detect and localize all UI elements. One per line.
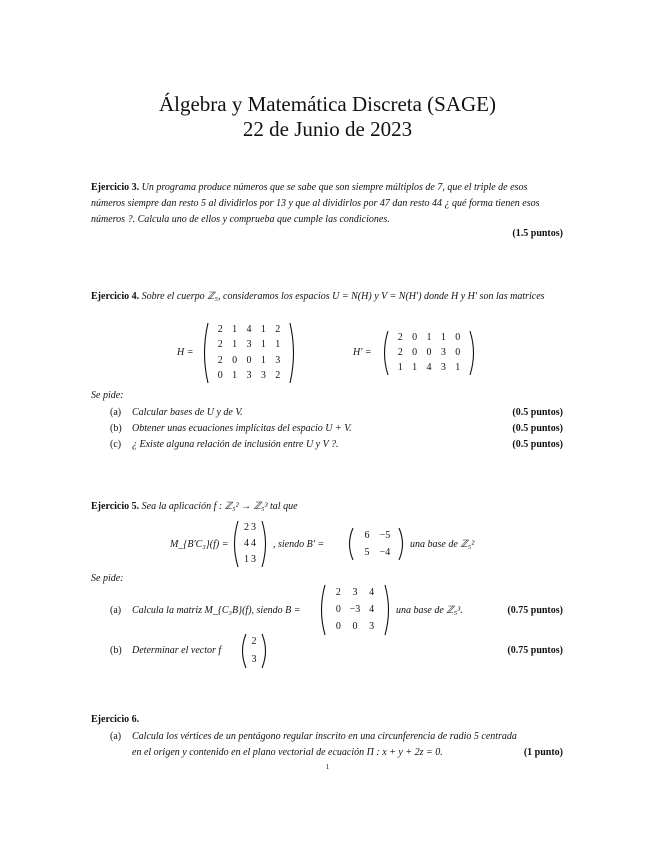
siendo-bp-label: , siendo B′ = [273, 539, 325, 550]
exercise-5 [91, 499, 563, 515]
matrix-cell: 1 [260, 323, 266, 335]
matrix-cell: 3 [246, 370, 252, 382]
ex5-item-a-text: Calcula la matriz M_{C₃B}(f), siendo B = [132, 605, 301, 616]
matrix-cell: 0 [412, 347, 418, 358]
left-paren [322, 585, 326, 635]
matrix-cell: 2 [217, 339, 223, 351]
matrix-cell: 3 [369, 621, 375, 633]
exercise-5-item-a [110, 603, 301, 619]
matrix-cell: 3 [251, 654, 257, 665]
matrix-cell: 4 [369, 604, 375, 615]
exercise-5-se-pide: Se pide: [91, 573, 124, 584]
matrix-cell: 1 [440, 331, 446, 343]
ex5-item-a-text2: una base de ℤ₅³. [396, 605, 463, 616]
right-paren [290, 323, 294, 383]
exercise-4-item-c [110, 437, 339, 453]
right-paren [470, 331, 474, 375]
matrix-cell: 0 [217, 370, 223, 382]
left-paren [205, 323, 209, 383]
ex6-item-a-label: (a) [110, 731, 122, 742]
matrix-h-label: H = [177, 347, 194, 358]
matrix-cell: −4 [379, 546, 391, 558]
item-a-text: Calcular bases de U y de V. [132, 407, 243, 418]
matrix-cell: 2 [275, 370, 281, 382]
matrix-cell: 3 [352, 586, 358, 598]
exercise-6-item-a-line1 [110, 729, 517, 745]
matrix-cell: 6 [364, 529, 370, 541]
matrix-h [201, 322, 297, 384]
exam-date: 22 de Junio de 2023 [242, 117, 413, 141]
matrix-cell: −3 [349, 604, 361, 615]
matrix-cell: 1 [232, 323, 238, 335]
left-paren [243, 634, 247, 668]
matrix-cell: 4 [369, 586, 375, 598]
matrix-cell: 1 [455, 362, 461, 374]
left-paren [385, 331, 389, 375]
matrix-m [231, 520, 269, 568]
exercise-5-item-b-points: (0.75 puntos) [507, 645, 563, 656]
exercise-3-points: (1.5 puntos) [512, 228, 563, 239]
exercise-5-item-a-points: (0.75 puntos) [507, 605, 563, 616]
matrix-hp-label: H′ = [353, 347, 372, 358]
exercise-3 [91, 180, 563, 228]
matrix-cell: 0 [246, 354, 252, 366]
exercise-4-item-b [110, 421, 352, 437]
exercise-4-item-a [110, 405, 243, 421]
item-b-label: (b) [110, 423, 122, 434]
matrix-cell: 3 [440, 347, 446, 358]
matrix-cell: 0 [335, 621, 341, 633]
ex5-item-a-label: (a) [110, 605, 122, 616]
matrix-cell: 1 [275, 339, 281, 351]
matrix-cell: 2 [244, 522, 249, 533]
left-paren [235, 521, 239, 567]
matrix-cell: 1 [412, 362, 418, 374]
matrix-cell: 3 [275, 354, 281, 366]
vector-b [239, 633, 269, 669]
left-paren [350, 528, 354, 560]
matrix-cell: 1 [397, 362, 403, 374]
matrix-cell: 3 [251, 554, 256, 565]
ex6-item-a-text1: Calcula los vértices de un pentágono regular inscrito en una circunferencia de radio 5 centrada [132, 731, 517, 742]
exercise-4-item-c-points: (0.5 puntos) [512, 439, 563, 450]
item-c-text: ¿ Existe alguna relación de inclusión entre U y V ?. [132, 439, 339, 450]
exercise-3-text: Un programa produce números que se sabe que son siempre múltiplos de 7, que el triple de esos números siempre dan resto 5 al dividirlos por 13 y que al dividirlos por 47 dan resto 44 ¿ qué forma tienen esos números ?. Calcula uno de ellos y comprueba que cumple las condiciones. [91, 182, 540, 225]
exercise-4-heading: Ejercicio 4. [91, 291, 140, 302]
exercise-5-item-b [110, 643, 221, 659]
matrix-cell: 2 [217, 323, 223, 335]
matrix-cell: 1 [260, 339, 266, 351]
page-number: 1 [325, 763, 330, 771]
right-paren [262, 634, 266, 668]
matrix-cell: 2 [275, 323, 281, 335]
bp-base-text: una base de ℤ₅² [410, 539, 475, 550]
matrix-m-label: M_{B′C₃}(f) = [170, 539, 229, 550]
matrix-cell: 0 [455, 331, 461, 343]
matrix-cell: 0 [335, 604, 341, 615]
item-a-label: (a) [110, 407, 122, 418]
exercise-4-item-a-points: (0.5 puntos) [512, 407, 563, 418]
matrix-cell: 3 [251, 522, 256, 533]
right-paren [262, 521, 266, 567]
ex5-item-b-label: (b) [110, 645, 122, 656]
matrix-cell: 1 [244, 554, 249, 565]
matrix-cell: 1 [232, 370, 238, 382]
exercise-4 [91, 289, 563, 305]
matrix-cell: 1 [260, 354, 266, 366]
matrix-hp [381, 330, 477, 376]
exercise-3-heading: Ejercicio 3. [91, 182, 140, 193]
matrix-cell: 2 [397, 331, 403, 343]
matrix-cell: 0 [426, 347, 432, 358]
exam-title: Álgebra y Matemática Discreta (SAGE) [158, 92, 497, 116]
right-paren [399, 528, 403, 560]
matrix-cell: 0 [455, 347, 461, 358]
matrix-cell: 3 [260, 370, 266, 382]
matrix-cell: 0 [352, 621, 358, 633]
exercise-6-heading: Ejercicio 6. [91, 714, 140, 725]
matrix-bp [346, 527, 406, 561]
matrix-cell: 2 [251, 636, 257, 647]
item-b-text: Obtener unas ecuaciones implícitas del espacio U + V. [132, 423, 352, 434]
exercise-4-text: Sobre el cuerpo ℤ₅, consideramos los espacios U = N(H) y V = N(H′) donde H y H′ son las matrices [141, 291, 545, 302]
matrix-cell: 2 [217, 354, 223, 366]
matrix-cell: 1 [232, 339, 238, 351]
matrix-cell: 1 [426, 331, 432, 343]
matrix-cell: 5 [364, 546, 370, 558]
matrix-cell: 4 [426, 362, 432, 374]
matrix-cell: 2 [397, 347, 403, 358]
matrix-cell: −5 [379, 529, 391, 541]
exercise-4-se-pide: Se pide: [91, 390, 124, 401]
matrix-cell: 2 [335, 586, 341, 598]
matrix-cell: 3 [440, 362, 446, 374]
matrix-cell: 4 [246, 323, 252, 335]
matrix-b [318, 584, 392, 636]
exercise-4-item-b-points: (0.5 puntos) [512, 423, 563, 434]
item-c-label: (c) [110, 439, 122, 450]
matrix-cell: 3 [246, 339, 252, 351]
exercise-6-item-a-points: (1 punto) [523, 747, 563, 758]
exercise-5-heading: Ejercicio 5. [91, 501, 140, 512]
exercise-5-text: Sea la aplicación f : ℤ₅² → ℤ₅³ tal que [141, 501, 298, 512]
matrix-cell: 4 [244, 538, 249, 549]
matrix-cell: 0 [232, 354, 238, 366]
exercise-6-item-a-line2: en el origen y contenido en el plano vectorial de ecuación Π : x + y + 2z = 0. [132, 747, 443, 758]
ex5-item-b-text: Determinar el vector f [132, 645, 222, 656]
matrix-cell: 4 [251, 538, 256, 549]
matrix-cell: 0 [412, 331, 418, 343]
right-paren [385, 585, 389, 635]
